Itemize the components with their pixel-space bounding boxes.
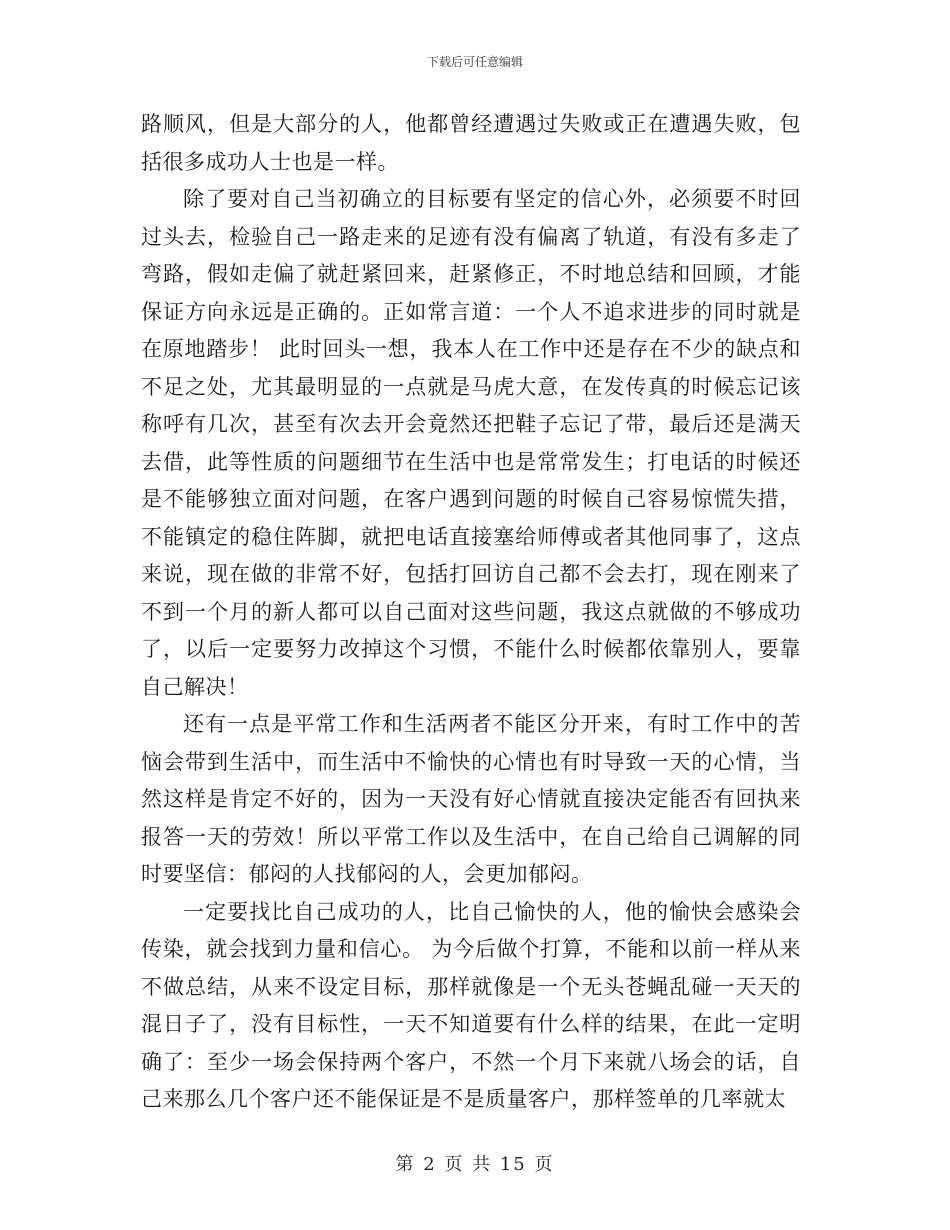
document-body <box>141 106 801 1119</box>
paragraph-4: 一定要找比自己成功的人，比自己愉快的人，他的愉快会感染会传染，就会找到力量和信心。 为今后做个打算，不能和以前一样从来不做总结，从来不设定目标，那样就像是一个无头苍蝇乱碰一天天的混日子了，没有目标性，一天不知道要有什么样的结果，在此一定明确了：至少一场会保持两个客户，不然一个月下来就八场会的话，自己来那么几个客户还不能保证是不是质量客户，那样签单的几率就太 <box>141 899 801 1111</box>
page-header: 下载后可任意编辑 <box>426 55 523 69</box>
paragraph-1: 路顺风，但是大部分的人，他都曾经遭遇过失败或正在遭遇失败，包括很多成功人士也是一样。 <box>141 112 801 174</box>
paragraph-3: 还有一点是平常工作和生活两者不能区分开来，有时工作中的苦恼会带到生活中，而生活中不愉快的心情也有时导致一天的心情，当然这样是肯定不好的，因为一天没有好心情就直接决定能否有回执来报答一天的劳效！所以平常工作以及生活中，在自己给自己调解的同时要坚信：郁闷的人找郁闷的人，会更加郁闷。 <box>141 712 801 886</box>
page-number-footer: 第 2 页 共 15 页 <box>395 1154 555 1175</box>
paragraph-2: 除了要对自己当初确立的目标要有坚定的信心外，必须要不时回过头去，检验自己一路走来的足迹有没有偏离了轨道，有没有多走了弯路，假如走偏了就赶紧回来，赶紧修正，不时地总结和回顾，才能保证方向永远是正确的。正如常言道：一个人不追求进步的同时就是在原地踏步！ 此时回头一想，我本人在工作中还是存在不少的缺点和不足之处，尤其最明显的一点就是马虎大意，在发传真的时候忘记该称呼有几次，甚至有次去开会竟然还把鞋子忘记了带，最后还是满天去借，此等性质的问题细节在生活中也是常常发生；打电话的时候还是不能够独立面对问题，在客户遇到问题的时候自己容易惊慌失措，不能镇定的稳住阵脚，就把电话直接塞给师傅或者其他同事了，这点来说，现在做的非常不好，包括打回访自己都不会去打，现在刚来了不到一个月的新人都可以自己面对这些问题，我这点就做的不够成功了，以后一定要努力改掉这个习惯，不能什么时候都依靠别人，要靠自己解决！ <box>141 187 801 699</box>
